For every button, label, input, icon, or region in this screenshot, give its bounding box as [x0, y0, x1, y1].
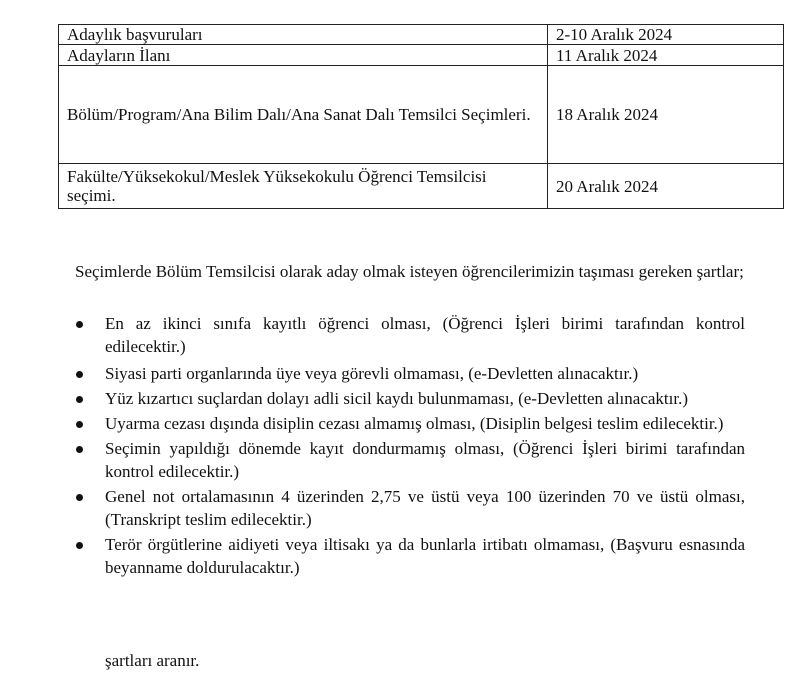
list-item	[0, 437, 745, 483]
bullet-icon	[76, 421, 83, 428]
list-item	[0, 387, 745, 410]
bullet-icon	[76, 542, 83, 549]
bullet-icon	[76, 446, 83, 453]
event-cell: Adayların İlanı	[59, 45, 548, 66]
event-cell: Adaylık başvuruları	[59, 25, 548, 45]
date-cell: 2-10 Aralık 2024	[548, 25, 784, 45]
bullet-icon	[76, 321, 83, 328]
table-row	[59, 45, 784, 66]
date-cell: 11 Aralık 2024	[548, 45, 784, 66]
requirement-text: En az ikinci sınıfa kayıtlı öğrenci olması, (Öğrenci İşleri birimi tarafından kontrol edilecektir.)	[105, 314, 745, 356]
requirement-text: Yüz kızartıcı suçlardan dolayı adli sicil kaydı bulunmaması, (e-Devletten alınacaktır.)	[105, 389, 688, 408]
bullet-icon	[76, 371, 83, 378]
requirement-text: Terör örgütlerine aidiyeti veya iltisakı ya da bunlarla irtibatı olmaması, (Başvuru esnasında beyanname doldurulacaktır.)	[105, 535, 745, 577]
requirement-text: Seçimin yapıldığı dönemde kayıt dondurmamış olması, (Öğrenci İşleri birimi tarafından kontrol edilecektir.)	[105, 439, 745, 481]
list-item	[0, 485, 745, 531]
date-cell: 18 Aralık 2024	[548, 66, 784, 164]
list-item	[0, 362, 745, 385]
table-row	[59, 66, 784, 164]
list-item	[0, 312, 745, 358]
requirement-text: Siyasi parti organlarında üye veya görevli olmaması, (e-Devletten alınacaktır.)	[105, 364, 639, 383]
list-item	[0, 412, 745, 435]
closing-text: şartları aranır.	[105, 651, 200, 670]
election-schedule-table	[58, 24, 784, 209]
date-cell: 20 Aralık 2024	[548, 164, 784, 209]
event-cell: Fakülte/Yüksekokul/Meslek Yüksekokulu Öğrenci Temsilcisi seçimi.	[59, 164, 548, 209]
event-cell: Bölüm/Program/Ana Bilim Dalı/Ana Sanat Dalı Temsilci Seçimleri.	[59, 66, 548, 164]
table-row	[59, 164, 784, 209]
requirement-text: Uyarma cezası dışında disiplin cezası almamış olması, (Disiplin belgesi teslim edilecektir.)	[105, 414, 724, 433]
requirements-intro: Seçimlerde Bölüm Temsilcisi olarak aday olmak isteyen öğrencilerimizin taşıması gereken şartlar;	[75, 262, 744, 281]
list-item	[0, 533, 745, 579]
bullet-icon	[76, 494, 83, 501]
requirement-text: Genel not ortalamasının 4 üzerinden 2,75 ve üstü veya 100 üzerinden 70 ve üstü olması, (Transkript teslim edilecektir.)	[105, 487, 745, 529]
bullet-icon	[76, 396, 83, 403]
table-row	[59, 25, 784, 45]
requirements-list	[0, 312, 745, 581]
